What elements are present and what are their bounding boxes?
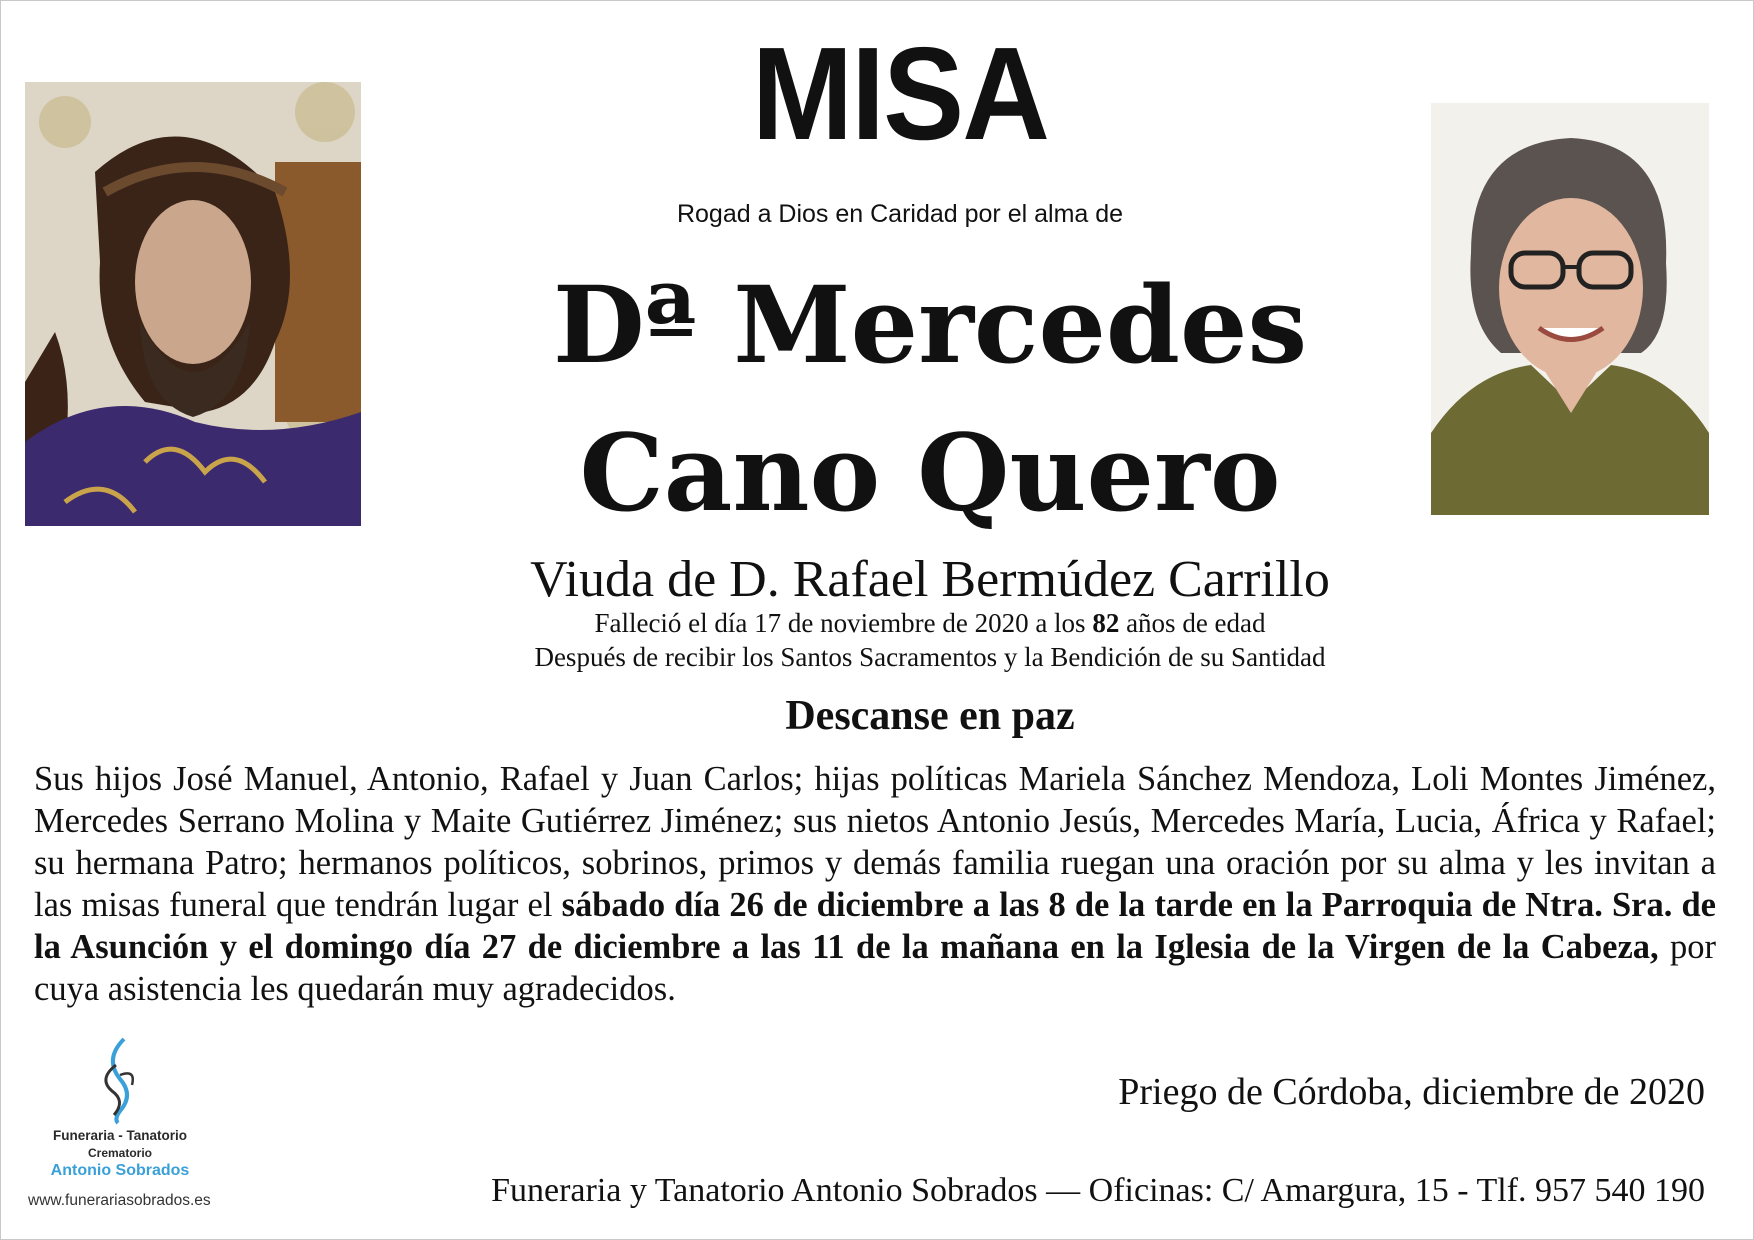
death-info-prefix: Falleció el día 17 de noviembre de 2020 a los (594, 608, 1093, 638)
logo-swirl-icon (90, 1035, 150, 1125)
logo-line3: Antonio Sobrados (50, 1162, 190, 1179)
announcement-part1: Sus hijos José Manuel, Antonio, Rafael y Juan Carlos; hijas políticas Mariela Sánchez Mendoza, Loli Montes Jiménez, Mercedes Serrano Molina y Maite Gutiérrez Jiménez; sus nietos Antonio Jesús, Mercedes María, Lucia, África y Rafael; su hermana Patro; hermanos políticos, sobrinos, primos y demás familia ruegan una oración por su alma y les invitan a las misas funeral que tendrán lugar el (34, 760, 1716, 924)
place-date: Priego de Córdoba, diciembre de 2020 (1118, 1071, 1705, 1113)
religious-image (25, 82, 361, 526)
mass-details: sábado día 26 de diciembre a las 8 de la tarde en la Parroquia de Ntra. Sra. de la Asunción y el domingo día 27 de diciembre a las 11 de la mañana en la Iglesia de la Virgen de la Cabeza, (34, 886, 1716, 966)
sacraments-text: Después de recibir los Santos Sacramentos y la Bendición de su Santidad (534, 642, 1326, 672)
religious-image-drawing (25, 82, 361, 526)
death-info-suffix: años de edad (1119, 608, 1266, 638)
page-title: MISA (751, 20, 1049, 167)
funeral-home-logo-icon (90, 1035, 150, 1125)
announcement-part2: por cuya asistencia les quedarán muy agradecidos. (34, 928, 1716, 1008)
logo-line1: Funeraria - Tanatorio (52, 1128, 188, 1143)
family-announcement (34, 758, 1716, 1010)
widow-of-text: Viuda de D. Rafael Bermúdez Carrillo (530, 551, 1330, 608)
deceased-name-line1: Dª Mercedes (552, 262, 1308, 387)
age-value: 82 (1092, 608, 1120, 638)
logo-line2: Crematorio (87, 1146, 152, 1160)
footer-contact: Funeraria y Tanatorio Antonio Sobrados — Oficinas: C/ Amargura, 15 - Tlf. 957 540 190 (491, 1172, 1705, 1209)
logo-url: www.funerariasobrados.es (28, 1192, 211, 1209)
rest-in-peace: Descanse en paz (785, 693, 1075, 739)
subtitle: Rogad a Dios en Caridad por el alma de (676, 200, 1124, 228)
death-info (380, 608, 1480, 639)
deceased-name-line2: Cano Quero (579, 410, 1281, 535)
